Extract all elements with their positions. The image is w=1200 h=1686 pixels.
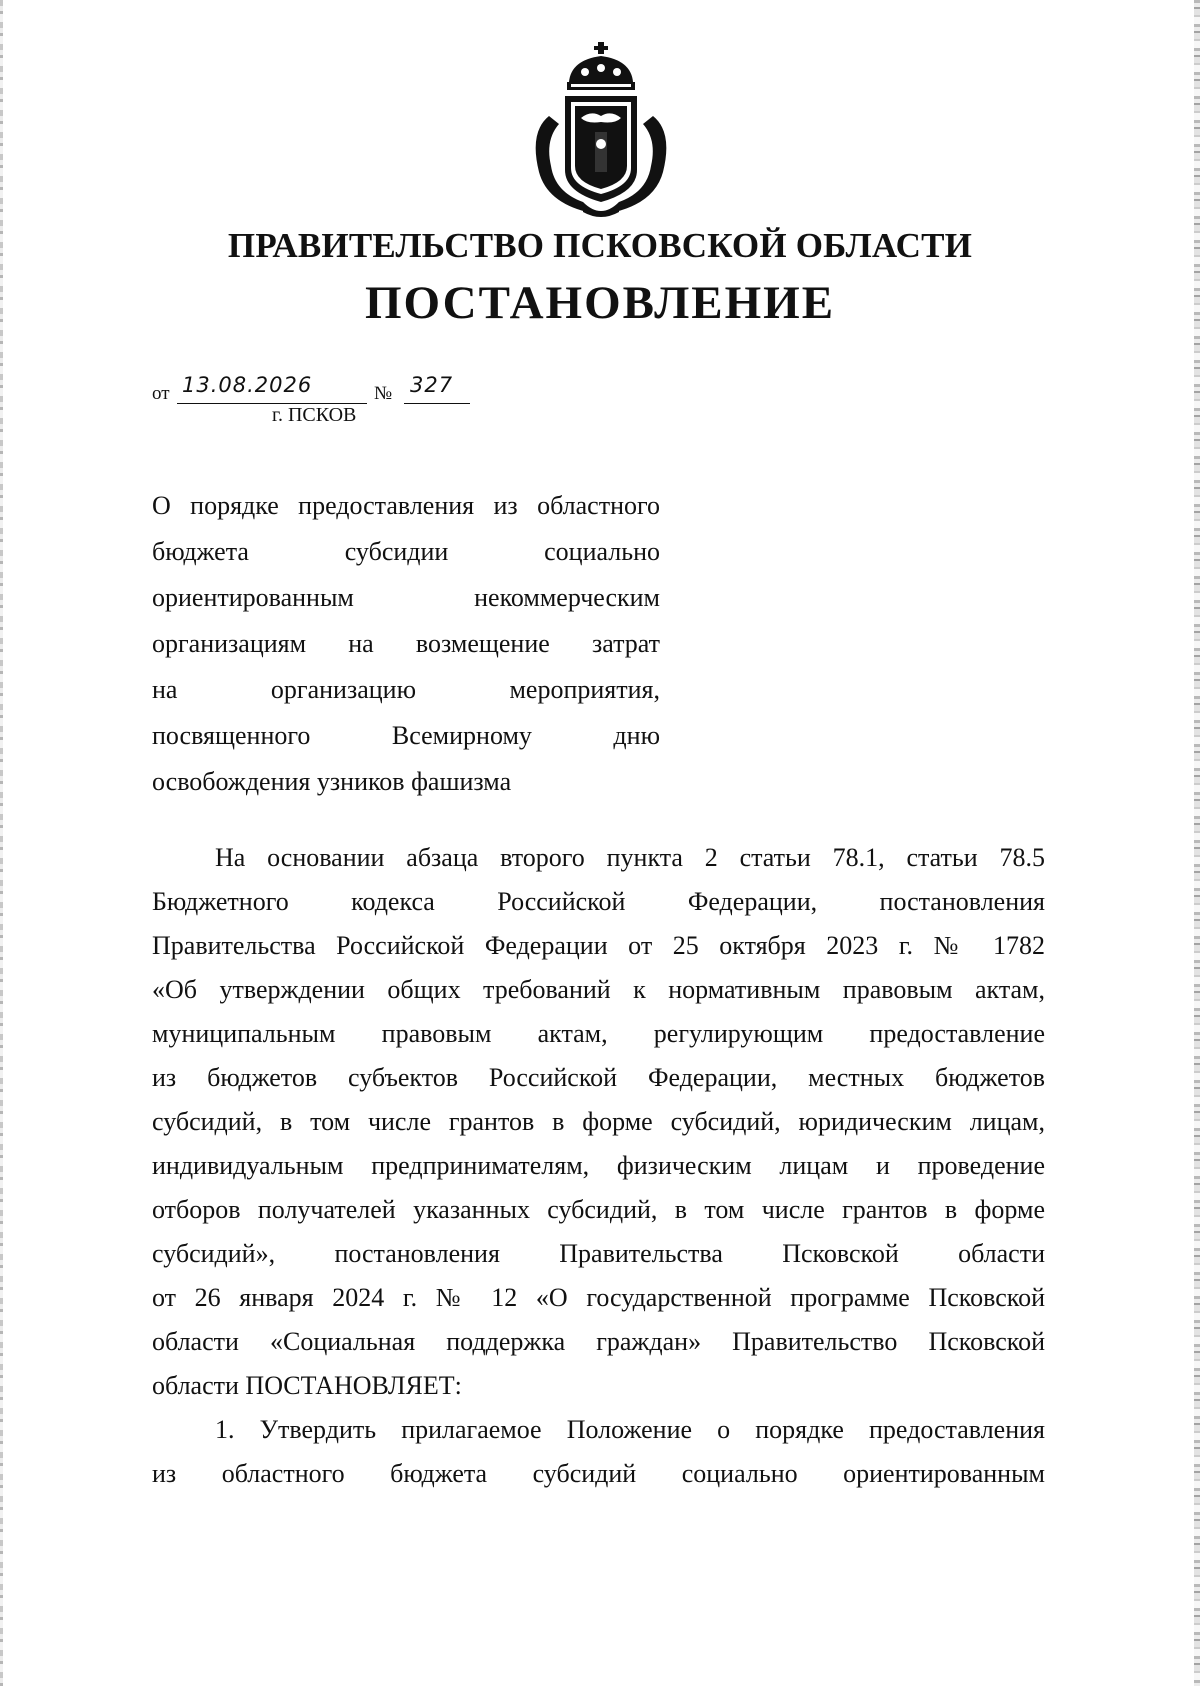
organization-title: ПРАВИТЕЛЬСТВО ПСКОВСКОЙ ОБЛАСТИ <box>227 226 973 265</box>
body-line: Правительства Российской Федерации от 25 октября 2023 г. № 1782 <box>152 931 1045 960</box>
document-body <box>152 836 1045 1496</box>
body-line: из бюджетов субъектов Российской Федерации, местных бюджетов <box>152 1063 1045 1092</box>
date-label: от <box>152 383 170 404</box>
number-label: № <box>374 383 393 404</box>
body-line: области ПОСТАНОВЛЯЕТ: <box>152 1371 462 1400</box>
body-line: 1. Утвердить прилагаемое Положение о порядке предоставления <box>215 1415 1045 1444</box>
pskov-coat-of-arms-icon <box>525 42 677 220</box>
body-line: области «Социальная поддержка граждан» Правительство Псковской <box>152 1327 1045 1356</box>
body-line: от 26 января 2024 г. № 12 «О государственной программе Псковской <box>152 1283 1045 1312</box>
document-date: 13.08.2026 <box>182 373 313 397</box>
document-number: 327 <box>410 373 454 397</box>
body-line: «Об утверждении общих требований к нормативным правовым актам, <box>152 975 1045 1004</box>
subject-line: бюджета субсидии социально <box>152 537 660 566</box>
body-line: муниципальным правовым актам, регулирующим предоставление <box>152 1019 1045 1048</box>
subject-line: освобождения узников фашизма <box>152 767 512 796</box>
subject-line: ориентированным некоммерческим <box>152 583 660 612</box>
body-line: субсидий, в том числе грантов в форме субсидий, юридическим лицам, <box>152 1107 1045 1136</box>
document-subject <box>152 483 660 805</box>
body-line: Бюджетного кодекса Российской Федерации, постановления <box>152 887 1045 916</box>
body-line: На основании абзаца второго пункта 2 статьи 78.1, статьи 78.5 <box>215 843 1045 872</box>
body-line: отборов получателей указанных субсидий, в том числе грантов в форме <box>152 1195 1045 1224</box>
body-line: субсидий», постановления Правительства Псковской области <box>152 1239 1045 1268</box>
body-line: из областного бюджета субсидий социально ориентированным <box>152 1459 1045 1488</box>
document-city: г. ПСКОВ <box>272 404 357 426</box>
subject-line: на организацию мероприятия, <box>152 675 660 704</box>
subject-line: посвященного Всемирному дню <box>152 721 660 750</box>
body-line: индивидуальным предпринимателям, физическим лицам и проведение <box>152 1151 1045 1180</box>
subject-line: О порядке предоставления из областного <box>152 491 660 520</box>
subject-line: организациям на возмещение затрат <box>152 629 660 658</box>
document-type-title: ПОСТАНОВЛЕНИЕ <box>364 277 836 329</box>
